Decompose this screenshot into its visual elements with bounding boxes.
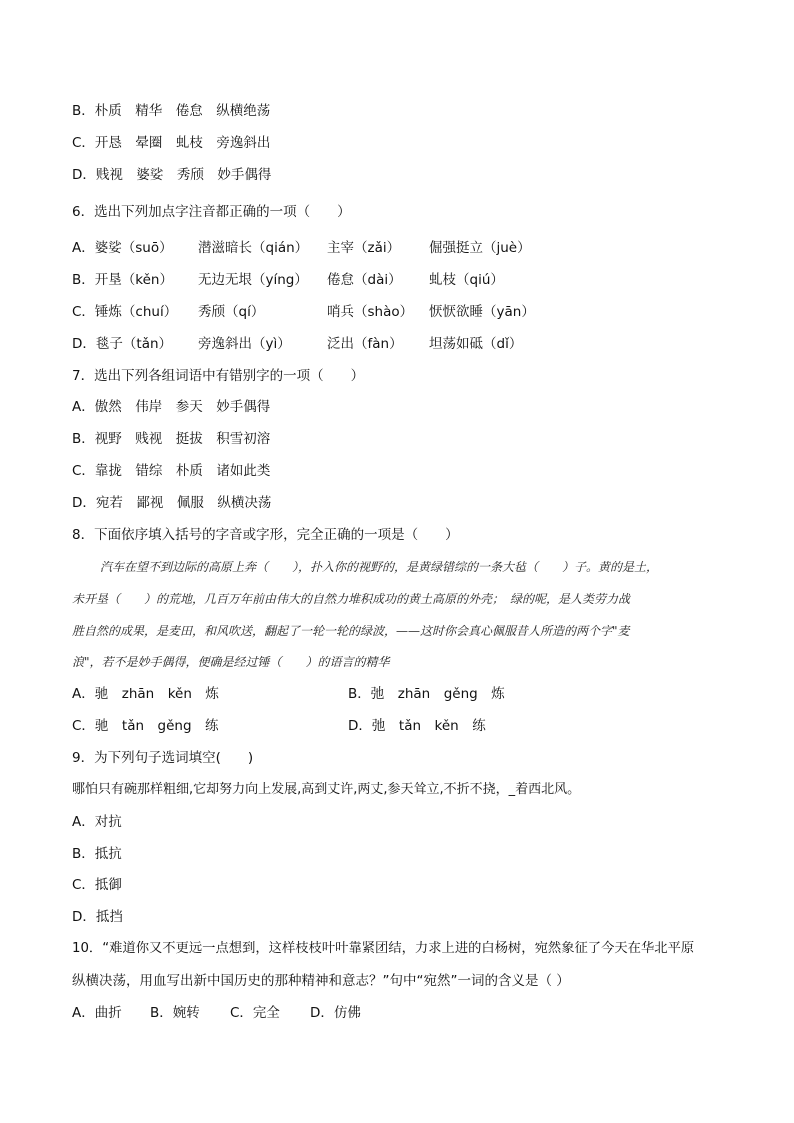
q5-option-d: D．贱视 婆娑 秀颀 妙手偶得 — [72, 167, 272, 183]
q5-option-b: B．朴质 精华 倦怠 纵横绝荡 — [72, 103, 271, 119]
q6-a-1: A．婆娑（suō） — [72, 240, 173, 256]
q10-option-d: D．仿佛 — [310, 1005, 361, 1021]
q10-option-b: B．婉转 — [150, 1005, 200, 1021]
q6-c-4: 恹恹欲睡（yān） — [429, 304, 535, 320]
q10-option-a: A．曲折 — [72, 1005, 122, 1021]
q8-passage-line-3: 胜自然的成果，是麦田，和风吹送，翻起了一轮一轮的绿波，——这时你会真心佩服昔人所造的两个字"麦 — [72, 624, 630, 638]
q9-option-d: D．抵挡 — [72, 909, 123, 925]
q7-stem: 7．选出下列各组词语中有错别字的一项（ ） — [72, 368, 365, 384]
q6-c-2: 秀颀（qí） — [198, 304, 265, 320]
q8-stem: 8．下面依序填入括号的字音或字形，完全正确的一项是（ ） — [72, 527, 459, 543]
q6-d-4: 坦荡如砥（dǐ） — [429, 336, 523, 352]
q8-passage-line-2: 未开垦（ ）的荒地，几百万年前由伟大的自然力堆积成功的黄土高原的外壳； 绿的呢，是人类劳力战 — [72, 592, 631, 606]
q10-stem-line-1: 10．“难道你又不更远一点想到，这样枝枝叶叶靠紧团结，力求上进的白杨树，宛然象征了今天在华北平原 — [72, 941, 695, 956]
q8-passage-line-1: 汽车在望不到边际的高原上奔（ ），扑入你的视野的，是黄绿错综的一条大毡（ ）子。黄的是土， — [100, 560, 659, 574]
q7-option-a: A．傲然 伟岸 参天 妙手偶得 — [72, 399, 271, 415]
q6-c-1: C．锤炼（chuí） — [72, 304, 178, 320]
q9-option-a: A．对抗 — [72, 814, 122, 830]
q6-d-3: 泛出（fàn） — [327, 336, 403, 352]
q8-option-b: B．弛 zhān gěng 炼 — [348, 686, 505, 702]
q6-a-3: 主宰（zǎi） — [327, 240, 401, 256]
q9-option-c: C．抵御 — [72, 877, 122, 893]
q6-b-1: B．开垦（kěn） — [72, 272, 173, 288]
q8-passage-line-4: 浪"，若不是妙手偶得，便确是经过锤（ ）的语言的精华 — [72, 655, 390, 669]
q8-option-c: C．驰 tǎn gěng 练 — [72, 718, 219, 734]
q6-b-4: 虬枝（qiú） — [429, 272, 504, 288]
q9-option-b: B．抵抗 — [72, 846, 122, 862]
q8-option-a: A．驰 zhān kěn 炼 — [72, 686, 219, 702]
q7-option-d: D．宛若 鄙视 佩服 纵横决荡 — [72, 495, 272, 511]
q10-option-c: C．完全 — [230, 1005, 280, 1021]
q9-sentence: 哪怕只有碗那样粗细,它却努力向上发展,高到丈许,两丈,参天耸立,不折不挠，_着西北风。 — [72, 782, 581, 797]
q6-d-1: D．毯子（tǎn） — [72, 336, 173, 352]
q6-stem: 6．选出下列加点字注音都正确的一项（ ） — [72, 204, 351, 220]
q10-stem-line-2: 纵横决荡，用血写出新中国历史的那种精神和意志？”句中“宛然”一词的含义是（ ） — [72, 973, 570, 989]
q5-option-c: C．开恳 晕圈 虬枝 旁逸斜出 — [72, 135, 271, 151]
q8-option-d: D．弛 tǎn kěn 练 — [348, 718, 486, 734]
q6-b-3: 倦怠（dài） — [327, 272, 402, 288]
q9-stem: 9．为下列句子选词填空( ) — [72, 750, 254, 766]
q7-option-b: B．视野 贱视 挺拔 积雪初溶 — [72, 431, 271, 447]
q6-c-3: 哨兵（shào） — [327, 304, 414, 320]
q6-a-4: 倔强挺立（juè） — [429, 240, 531, 256]
q6-a-2: 潜滋暗长（qián） — [198, 240, 309, 256]
q7-option-c: C．靠拢 错综 朴质 诸如此类 — [72, 463, 271, 479]
q6-d-2: 旁逸斜出（yì） — [198, 336, 291, 352]
q6-b-2: 无边无垠（yíng） — [198, 272, 308, 288]
